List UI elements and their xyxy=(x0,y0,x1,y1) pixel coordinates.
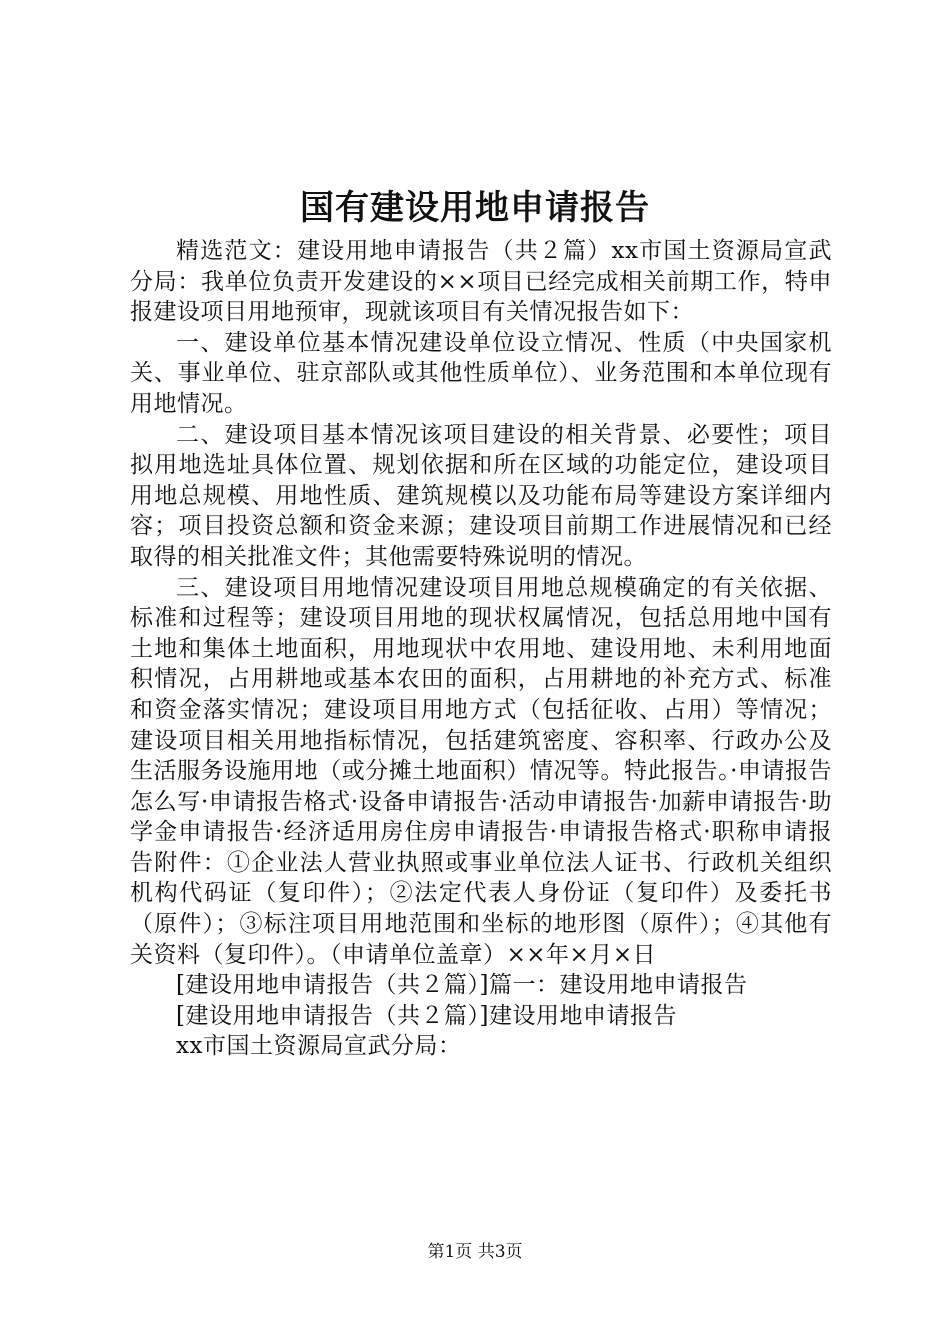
page-number: 第1页 共3页 xyxy=(427,1242,523,1262)
paragraph-section-3: 三、建设项目用地情况建设项目用地总规模确定的有关依据、标准和过程等；建设项目用地的现状权属情况，包括总用地中国有土地和集体土地面积，用地现状中农用地、建设用地、未利用地面积情况，占用耕地或基本农田的面积，占用耕地的补充方式、标准和资金落实情况；建设项目用地方式（包括征收、占用）等情况；建设项目相关用地指标情况，包括建筑密度、容积率、行政办公及生活服务设施用地（或分摊土地面积）情况等。特此报告。·申请报告怎么写·申请报告格式·设备申请报告·活动申请报告·加薪申请报告·助学金申请报告·经济适用房住房申请报告·申请报告格式·职称申请报告附件：①企业法人营业执照或事业单位法人证书、行政机关组织机构代码证（复印件）；②法定代表人身份证（复印件）及委托书（原件）；③标注项目用地范围和坐标的地形图（原件）；④其他有关资料（复印件）。（申请单位盖章）××年×月×日 xyxy=(130,574,832,968)
paragraph-heading-1: [建设用地申请报告（共２篇）]篇一：建设用地申请报告 xyxy=(176,972,748,999)
paragraph-addressee: xx市国土资源局宣武分局： xyxy=(176,1033,462,1060)
paragraph-section-2: 二、建设项目基本情况该项目建设的相关背景、必要性；项目拟用地选址具体位置、规划依据和所在区域的功能定位，建设项目用地总规模、用地性质、建筑规模以及功能布局等建设方案详细内容；项目投资总额和资金来源；建设项目前期工作进展情况和已经取得的相关批准文件；其他需要特殊说明的情况。 xyxy=(130,421,832,570)
document-title: 国有建设用地申请报告 xyxy=(300,188,650,228)
paragraph-intro: 精选范文：建设用地申请报告（共２篇）xx市国土资源局宣武分局：我单位负责开发建设的××项目已经完成相关前期工作，特申报建设项目用地预审，现就该项目有关情况报告如下： xyxy=(130,238,832,326)
document-body xyxy=(130,236,832,1062)
paragraph-section-1: 一、建设单位基本情况建设单位设立情况、性质（中央国家机关、事业单位、驻京部队或其他性质单位）、业务范围和本单位现有用地情况。 xyxy=(130,329,832,417)
paragraph-heading-2: [建设用地申请报告（共２篇）]建设用地申请报告 xyxy=(176,1002,677,1029)
